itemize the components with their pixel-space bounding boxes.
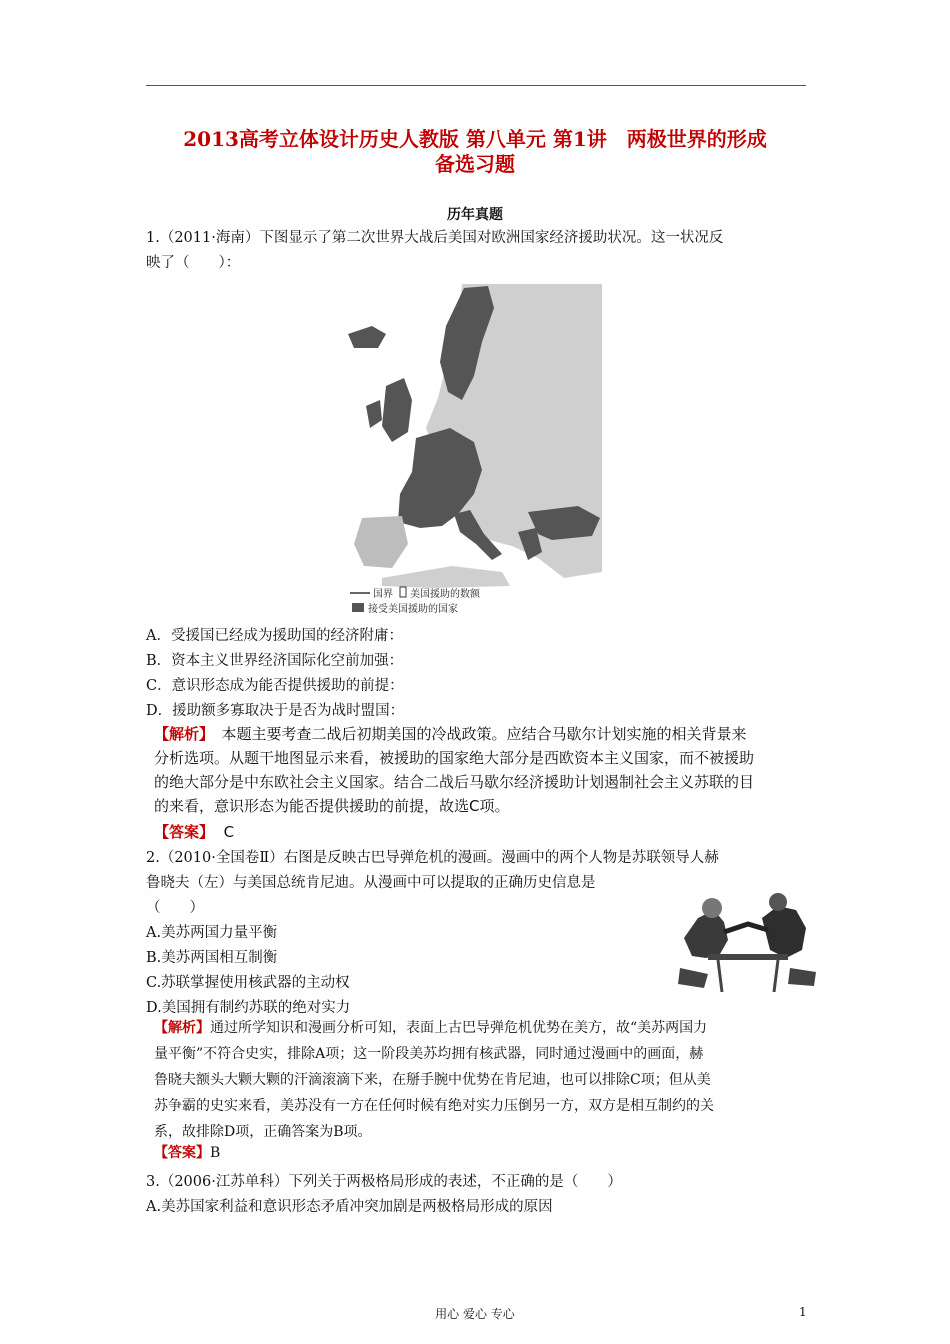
q2-stem-line1: 2.（2010·全国卷Ⅱ）右图是反映古巴导弹危机的漫画。漫画中的两个人物是苏联领导人赫	[146, 850, 719, 866]
q2-option-a: A.美苏两国力量平衡	[146, 925, 278, 941]
page-number: 1	[799, 1305, 807, 1319]
q1-analysis-text-1: 本题主要考查二战后初期美国的冷战政策。应结合马歇尔计划实施的相关背景来	[206, 725, 747, 743]
section-heading: 历年真题	[447, 207, 503, 223]
q1-stem-line2: 映了（ ）：	[146, 255, 241, 271]
q1-analysis-line4: 的来看，意识形态为能否提供援助的前提，故选C项。	[154, 797, 510, 815]
q1-answer-label: 【答案】	[154, 823, 215, 841]
q2-stem-line3: （ ）	[146, 900, 204, 916]
q1-analysis-line2: 分析选项。从题干地图显示来看，被援助的国家绝大部分是西欧资本主义国家，而不被援助	[154, 749, 755, 767]
q2-option-c: C.苏联掌握使用核武器的主动权	[146, 975, 350, 991]
cartoon-table	[708, 954, 788, 960]
q2-option-d: D.美国拥有制约苏联的绝对实力	[146, 1000, 351, 1016]
q1-answer	[154, 820, 814, 844]
q1-option-d: D．援助额多寡取决于是否为战时盟国：	[146, 703, 405, 719]
q1-stem-line1: 1.（2011·海南）下图显示了第二次世界大战后美国对欧洲国家经济援助状况。这一状况反	[146, 230, 724, 246]
doc-title-line2: 备选习题	[435, 152, 515, 176]
q2-analysis-text-1: 通过所学知识和漫画分析可知，表面上古巴导弹危机优势在美方，故“美苏两国力	[210, 1020, 708, 1036]
q1-analysis-line3: 的绝大部分是中东欧社会主义国家。结合二战后马歇尔经济援助计划遏制社会主义苏联的目	[154, 773, 755, 791]
footer-text: 用心 爱心 专心	[435, 1307, 515, 1321]
q3-stem: 3.（2006·江苏单科）下列关于两极格局形成的表述，不正确的是（ ）	[146, 1174, 622, 1190]
q2-answer	[154, 1140, 220, 1166]
q1-option-b: B．资本主义世界经济国际化空前加强：	[146, 653, 404, 669]
q1-option-a: A．受援国已经成为援助国的经济附庸：	[146, 628, 403, 644]
q2-analysis-line4: 苏争霸的史实来看，美苏没有一方在任何时候有绝对实力压倒另一方，双方是相互制约的关	[154, 1098, 714, 1114]
legend-recipient-label: 接受美国援助的国家	[368, 604, 458, 615]
header-rule	[146, 85, 806, 86]
q2-analysis-line3: 鲁晓夫额头大颗大颗的汗滴滚滴下来，在掰手腕中优势在肯尼迪，也可以排除C项；但从美	[154, 1072, 711, 1088]
legend-border-label: 国界	[373, 589, 393, 600]
legend-aid-label: 美国援助的数额	[410, 589, 480, 600]
q2-answer-value: B	[210, 1145, 221, 1161]
cartoon-khrushchev-head	[702, 898, 722, 918]
legend-recipient-swatch	[352, 603, 364, 612]
q2-analysis-label: 【解析】	[154, 1020, 210, 1036]
q2-analysis-line5: 系，故排除D项，正确答案为B项。	[154, 1124, 372, 1140]
europe-aid-map	[342, 282, 604, 616]
q1-analysis-label: 【解析】	[154, 725, 207, 743]
q2-analysis-line1	[154, 1015, 707, 1041]
cuban-crisis-cartoon	[678, 888, 818, 996]
cartoon-kennedy-head	[769, 893, 787, 911]
q1-analysis-line1	[154, 722, 814, 746]
doc-title-line1: 2013高考立体设计历史人教版 第八单元 第1讲 两极世界的形成	[183, 127, 767, 151]
q3-option-a: A.美苏国家利益和意识形态矛盾冲突加剧是两极格局形成的原因	[146, 1199, 553, 1215]
q2-stem-line2: 鲁晓夫（左）与美国总统肯尼迪。从漫画中可以提取的正确历史信息是	[146, 875, 596, 891]
q2-answer-label: 【答案】	[154, 1145, 210, 1161]
q2-analysis-line2: 量平衡”不符合史实，排除A项；这一阶段美苏均拥有核武器，同时通过漫画中的画面，赫	[154, 1046, 704, 1062]
q1-answer-value: C	[223, 823, 235, 841]
q2-option-b: B.美苏两国相互制衡	[146, 950, 278, 966]
q1-option-c: C．意识形态成为能否提供援助的前提：	[146, 678, 404, 694]
